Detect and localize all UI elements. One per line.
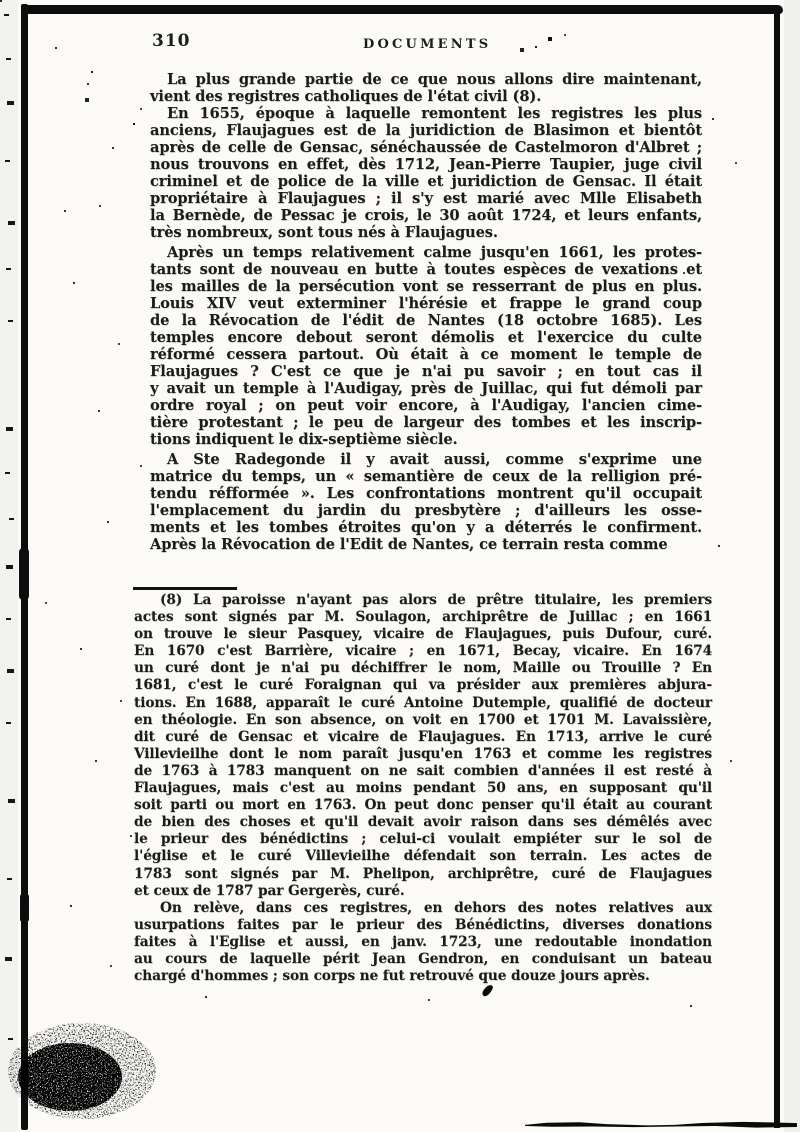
- text-line: ments et les tombes étroites qu'on y a déterrés le confirment.: [150, 519, 702, 536]
- text-line: 1783 sont signés par M. Phelipon, archiprêtre, curé de Flaujagues: [134, 865, 712, 882]
- text-line: Villevieilhe dont le nom paraît jusqu'en 1763 et comme les registres: [134, 745, 712, 762]
- text-line: nous trouvons en effet, dès 1712, Jean-Pierre Taupier, juge civil: [150, 156, 702, 173]
- ink-blot: [0, 1005, 180, 1132]
- scanner-margin-right: [784, 0, 800, 1132]
- text-line: vient des registres catholiques de l'état civil (8).: [150, 88, 542, 105]
- text-line: A Ste Radegonde il y avait aussi, comme s'exprime une: [167, 451, 702, 468]
- text-line: temples encore debout seront démolis et l'exercice du culte: [150, 329, 702, 346]
- edge-tick-marks: [4, 14, 9, 16]
- text-line: en théologie. En son absence, on voit en 1700 et 1701 M. Lavaissière,: [134, 711, 712, 728]
- text-line: Flaujagues, mais c'est au moins pendant 50 ans, en supposant qu'il: [134, 780, 712, 797]
- text-line: ordre royal ; on peut voir encore, à l'Audigay, l'ancien cime-: [150, 397, 702, 414]
- text-line: de 1763 à 1783 manquent on ne sait combien d'années il est resté à: [134, 762, 712, 779]
- page-number: 310: [152, 31, 191, 51]
- text-line: Flaujagues ? C'est ce que je n'ai pu savoir ; en tout cas il: [150, 363, 702, 380]
- page-edge-knot: [20, 893, 29, 923]
- text-line: très nombreux, sont tous nés à Flaujagues.: [150, 224, 498, 241]
- text-line: Louis XIV veut exterminer l'hérésie et frappe le grand coup: [150, 295, 702, 312]
- text-line: propriétaire à Flaujagues ; il s'y est marié avec Mlle Elisabeth: [150, 190, 702, 207]
- text-line: dit curé de Gensac et vicaire de Flaujagues. En 1713, arrive le curé: [134, 728, 712, 745]
- text-line: tions. En 1688, apparaît le curé Antoine Dutemple, qualifié de docteur: [134, 694, 712, 711]
- page-edge-bottom: [525, 1121, 797, 1128]
- text-line: criminel et de police de la ville et juridiction de Gensac. Il était: [150, 173, 702, 190]
- text-line: Après la Révocation de l'Edit de Nantes, ce terrain resta comme: [150, 536, 668, 553]
- text-line: Après un temps relativement calme jusqu'en 1661, les protes-: [167, 244, 702, 261]
- text-line: les mailles de la persécution vont se resserrant de plus en plus.: [150, 278, 702, 295]
- text-line: matrice du temps, un « semantière de ceux de la relligion pré-: [150, 468, 702, 485]
- text-line: de bien des choses et qu'il devait avoir raison dans ses démêlés avec: [134, 814, 712, 831]
- paragraph: [150, 451, 702, 553]
- ink-mark: [481, 983, 494, 998]
- text-line: et ceux de 1787 par Gergerès, curé.: [134, 882, 405, 899]
- text-line: En 1670 c'est Barrière, vicaire ; en 1671, Becay, vicaire. En 1674: [134, 643, 712, 660]
- paragraph: [150, 105, 702, 241]
- text-line: tendu réfformée ». Les confrontations montrent qu'il occupait: [150, 485, 702, 502]
- paragraph: [150, 71, 702, 105]
- text-line: le prieur des bénédictins ; celui-ci voulait empiéter sur le sol de: [134, 831, 712, 848]
- footnote-paragraph: [134, 592, 712, 900]
- text-line: actes sont signés par M. Soulagon, archiprêtre de Juillac ; en 1661: [134, 609, 712, 626]
- text-line: après de celle de Gensac, sénéchaussée de Castelmoron d'Albret ;: [150, 139, 702, 156]
- text-line: de la Révocation de l'édit de Nantes (18 octobre 1685). Les: [150, 312, 702, 329]
- text-line: l'église et le curé Villevieilhe défendait son terrain. Les actes de: [134, 848, 712, 865]
- text-line: (8) La paroisse n'ayant pas alors de prêtre titulaire, les premiers: [160, 592, 712, 608]
- page-edge-right: [774, 9, 780, 1128]
- running-header: DOCUMENTS: [363, 37, 492, 52]
- text-line: La plus grande partie de ce que nous allons dire maintenant,: [167, 71, 702, 88]
- text-line: la Bernède, de Pessac je crois, le 30 août 1724, et leurs enfants,: [150, 207, 702, 224]
- text-line: tants sont de nouveau en butte à toutes espèces de vexations et: [150, 261, 702, 278]
- text-line: l'emplacement du jardin du presbytère ; d'ailleurs les osse-: [150, 502, 702, 519]
- text-line: 1681, c'est le curé Foraignan qui va présider aux premières abjura-: [134, 677, 712, 694]
- text-line: soit parti ou mort en 1763. On peut donc penser qu'il était au courant: [134, 797, 712, 814]
- page-edge-knot: [19, 548, 29, 600]
- footnote: [134, 592, 712, 985]
- text-line: au cours de laquelle périt Jean Gendron, en conduisant un bateau: [134, 950, 712, 967]
- text-line: En 1655, époque à laquelle remontent les registres les plus: [167, 105, 702, 122]
- paper-specks: [0, 0, 2, 2]
- paragraph: [150, 244, 702, 448]
- text-line: tions indiquent le dix-septième siècle.: [150, 431, 458, 448]
- text-line: tière protestant ; le peu de largeur des tombes et les inscrip-: [150, 414, 702, 431]
- main-text: [150, 71, 702, 553]
- text-line: faites à l'Eglise et aussi, en janv. 1723, une redoutable inondation: [134, 933, 712, 950]
- text-line: usurpations faites par le prieur des Bénédictins, diverses donations: [134, 916, 712, 933]
- footnote-paragraph: [134, 900, 712, 985]
- text-line: réformé cessera partout. Où était à ce moment le temple de: [150, 346, 702, 363]
- footnote-rule: [133, 587, 237, 590]
- text-line: chargé d'hommes ; son corps ne fut retrouvé que douze jours après.: [134, 968, 650, 985]
- page-edge-top: [27, 5, 783, 14]
- text-line: anciens, Flaujagues est de la juridiction de Blasimon et bientôt: [150, 122, 702, 139]
- scanner-margin-left: [0, 0, 18, 1132]
- text-line: un curé dont je n'ai pu déchiffrer le nom, Maille ou Trouille ? En: [134, 660, 712, 677]
- text-line: On relève, dans ces registres, en dehors des notes relatives aux: [160, 899, 712, 916]
- text-line: on trouve le sieur Pasquey, vicaire de Flaujagues, puis Dufour, curé.: [134, 626, 712, 643]
- text-line: y avait un temple à l'Audigay, près de Juillac, qui fut démoli par: [150, 380, 702, 397]
